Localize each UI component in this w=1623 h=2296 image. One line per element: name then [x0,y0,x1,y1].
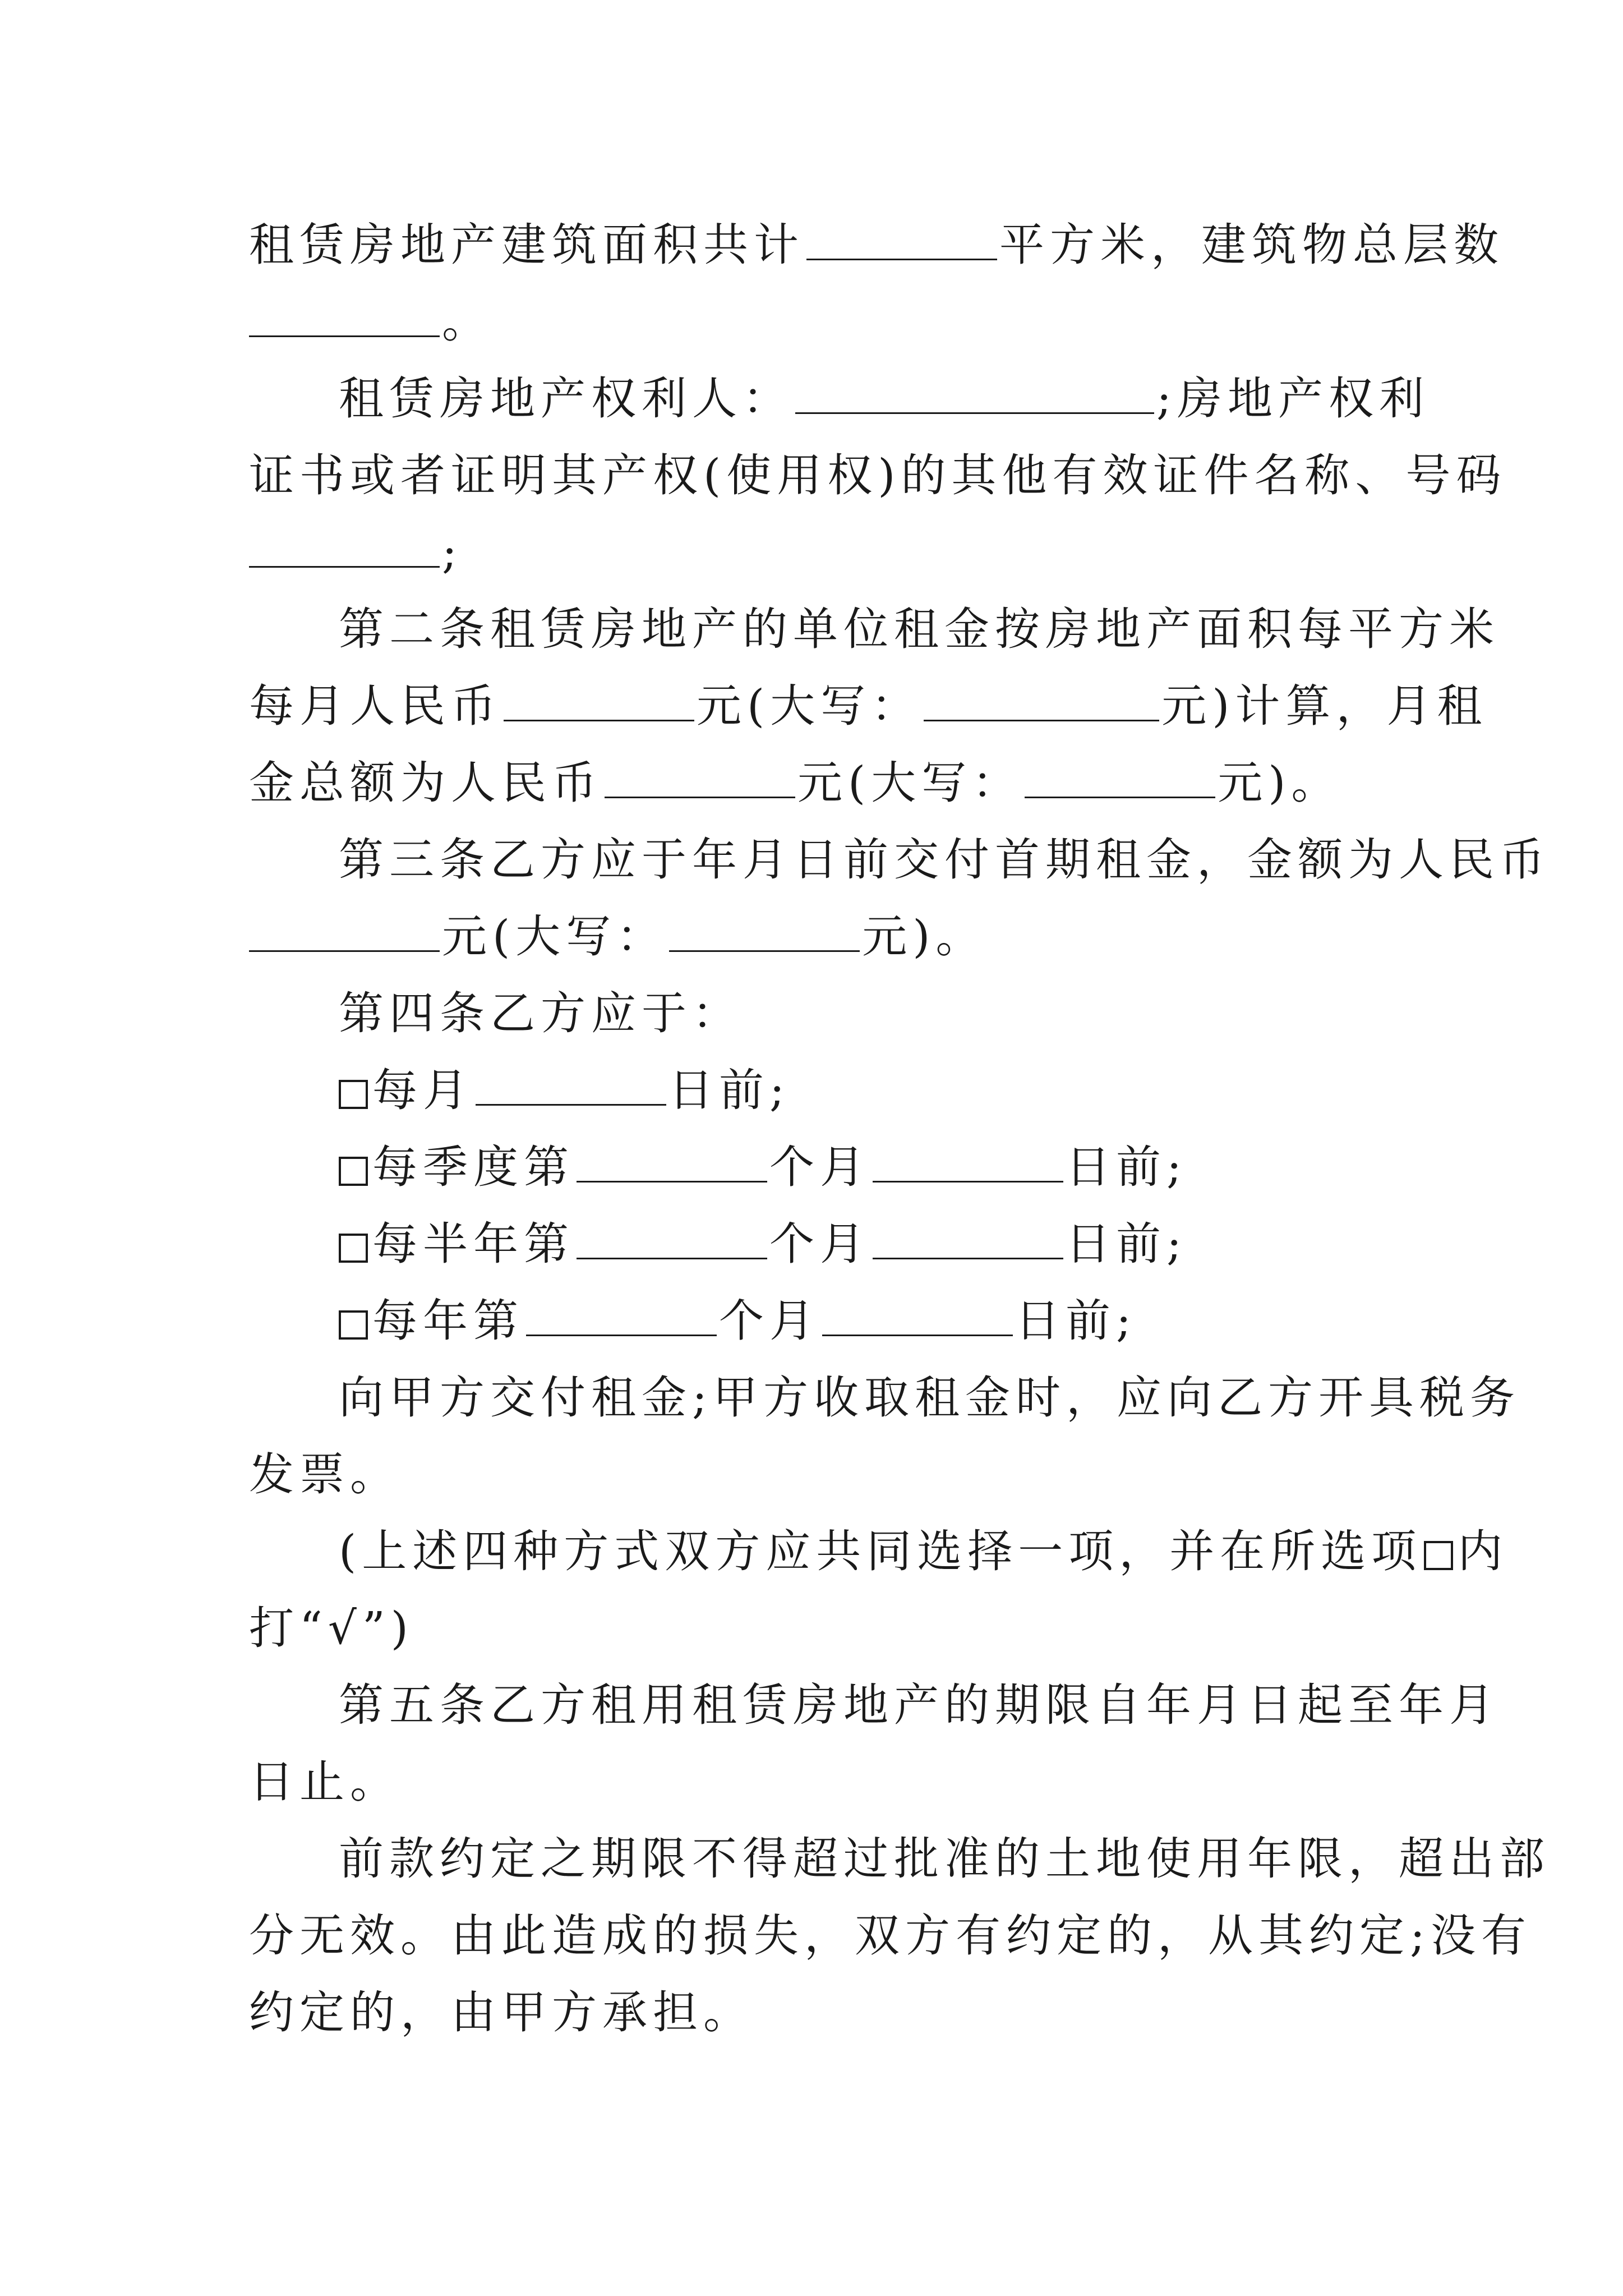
cert-line [249,437,1507,514]
cert-number-line [249,514,1389,591]
total-rent-label: 金总额为人民币 [249,757,602,809]
total-rent-uppercase-blank[interactable] [1025,762,1215,798]
annual-day-blank[interactable] [822,1300,1013,1336]
inside-label: 内 [1458,1525,1509,1577]
semiannual-checkbox[interactable] [339,1234,368,1263]
annual-month-blank[interactable] [526,1300,717,1336]
total-rent-blank[interactable] [605,762,795,798]
floors-line [249,283,1389,360]
cert-label-start: ;房地产权利 [1156,372,1430,425]
pay-rent-line-2 [249,1436,1389,1513]
article-3-line-1 [249,821,1550,898]
area-blank[interactable] [806,224,997,260]
article-2-text: 第二条租赁房地产的单位租金按房地产面积每平方米 [339,603,1500,655]
owner-label: 租赁房地产权利人： [339,372,793,425]
annual-label: 每年第 [372,1295,524,1347]
area-label: 租赁房地产建筑面积共计 [249,219,804,271]
month-label: 个月 [769,1141,870,1193]
month-label: 个月 [769,1218,870,1270]
invalid-part-text: 分无效。由此造成的损失，双方有约定的，从其约定;没有 [249,1910,1532,1962]
check-mark-text: 打“√”) [249,1602,414,1654]
option-annual [249,1282,1389,1359]
quarterly-day-blank[interactable] [873,1146,1063,1182]
liability-text: 约定的，由甲方承担。 [249,1986,754,2039]
quarterly-label: 每季度第 [372,1141,574,1193]
uppercase-label: 元(大写： [442,910,667,963]
selection-note-line-1 [249,1513,1509,1590]
article-3-line-2 [249,898,1389,975]
close-label: 元)。 [1218,757,1342,809]
annual-checkbox[interactable] [339,1310,368,1340]
semiannual-day-blank[interactable] [873,1223,1063,1259]
article-5-line-1 [249,1667,1500,1743]
semiannual-month-blank[interactable] [577,1223,767,1259]
unit-rent-blank[interactable] [504,685,694,721]
monthly-day-blank[interactable] [476,1069,666,1106]
uppercase-label: 元(大写： [697,680,922,732]
cert-number-blank[interactable] [249,531,440,568]
option-semiannual [249,1205,1389,1282]
article-2-line-1 [249,591,1500,668]
pay-rent-text: 向甲方交付租金;甲方收取租金时，应向乙方开具税务 [339,1372,1520,1424]
article-3-text: 第三条乙方应于年月日前交付首期租金，金额为人民币 [339,834,1550,886]
area-line [249,206,1504,283]
close-label: 元)。 [862,910,986,963]
quarterly-month-blank[interactable] [577,1146,767,1182]
option-quarterly [249,1129,1389,1205]
option-monthly [249,1052,1389,1129]
first-rent-uppercase-blank[interactable] [669,915,860,952]
cert-label: 证书或者证明其产权(使用权)的其他有效证件名称、号码 [249,449,1507,501]
article-4-text: 第四条乙方应于： [339,987,743,1039]
selection-note-text: (上述四种方式双方应共同选择一项，并在所选项 [339,1525,1422,1577]
floors-blank[interactable] [249,301,440,337]
before-day-label: 日前; [1015,1295,1137,1347]
article-5-text: 第五条乙方租用租赁房地产的期限自年月日起至年月 [339,1679,1500,1731]
owner-line [249,360,1430,437]
monthly-rmb-label: 每月人民币 [249,680,501,732]
calc-label: 元)计算，月租 [1161,680,1488,732]
term-limit-line-1 [249,1820,1550,1897]
article-2-line-3 [249,744,1389,821]
first-rent-blank[interactable] [249,915,440,952]
period-mark: 。 [442,296,492,348]
before-day-label: 日前; [668,1064,790,1116]
article-4-heading [249,975,1389,1052]
floors-label: 平方米，建筑物总层数 [999,219,1504,271]
pay-rent-line-1 [249,1359,1520,1436]
article-2-line-2 [249,668,1488,744]
end-date-text: 日止。 [249,1756,400,1808]
before-day-label: 日前; [1066,1218,1187,1270]
before-day-label: 日前; [1066,1141,1187,1193]
semicolon: ; [442,526,463,578]
selection-note-line-2 [249,1590,1389,1667]
contract-text [249,206,1550,2051]
monthly-checkbox[interactable] [339,1080,368,1109]
invoice-text: 发票。 [249,1448,400,1501]
term-limit-text: 前款约定之期限不得超过批准的土地使用年限，超出部 [339,1833,1550,1885]
owner-blank[interactable] [795,378,1154,414]
uppercase-label: 元(大写： [797,757,1023,809]
quarterly-checkbox[interactable] [339,1157,368,1186]
monthly-label: 每月 [372,1064,473,1116]
semiannual-label: 每半年第 [372,1218,574,1270]
term-limit-line-3 [249,1974,1389,2051]
term-limit-line-2 [249,1897,1532,1974]
unit-rent-uppercase-blank[interactable] [924,685,1159,721]
article-5-line-2 [249,1743,1389,1820]
note-checkbox-icon [1424,1541,1453,1570]
month-label: 个月 [719,1295,820,1347]
